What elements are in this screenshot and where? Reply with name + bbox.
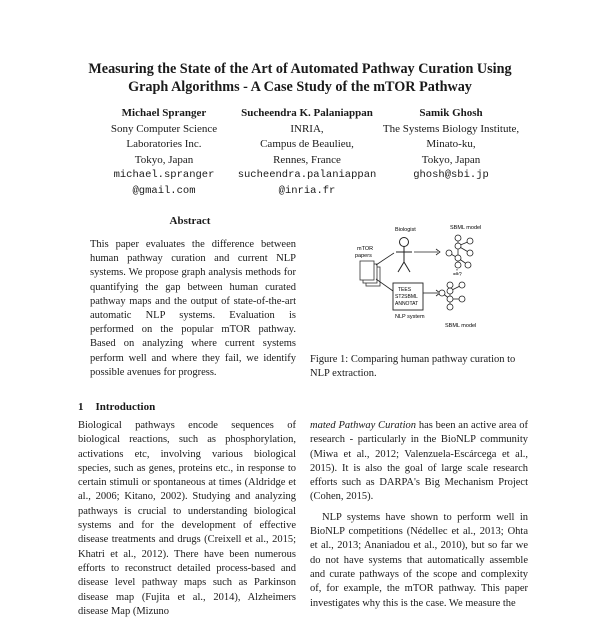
section-title: Introduction <box>95 401 156 413</box>
author-email: sucheendra.palaniappan <box>237 169 377 181</box>
papers-label: mTOR <box>357 246 374 252</box>
sbml-graph-top <box>446 235 473 268</box>
author-affiliation: Campus de Beaulieu, <box>260 138 354 150</box>
author-block-1 <box>84 106 244 199</box>
tool-label: ST2SBML <box>395 294 418 300</box>
author-name: Michael Spranger <box>121 107 207 119</box>
author-affiliation: The Systems Biology Institute, <box>382 122 520 135</box>
biologist-icon <box>396 238 412 273</box>
author-affiliation: INRIA, <box>290 122 324 135</box>
author-email: michael.spranger <box>113 169 215 181</box>
author-block-2 <box>224 106 390 199</box>
nlp-system-label: NLP system <box>395 314 425 320</box>
figure-1-diagram <box>340 213 510 343</box>
sbml-graph-bottom <box>439 282 465 310</box>
author-affiliation: Tokyo, Japan <box>421 153 481 166</box>
abstract-text: This paper evaluates the difference between human pathway curation and current NLP systems. We propose graph analysis methods for quantifying the gap between human curated pathway maps and the output of state-of-the-art automatic NLP systems. Evaluation is performed on the popular mTOR pathway. Based on analyzing where current systems perform well and where they fail, we identify possible avenues for progress. <box>90 239 296 378</box>
figure-caption: Figure 1: Comparing human pathway curation to NLP extraction. <box>310 354 516 379</box>
intro-paragraph: NLP systems have shown to perform well in BioNLP competitions (Nédellec et al., 2013; Ohta et al., 2013; Ananiadou et al., 2010), but so far we do not have systems that automatically assemble and curate pathways of the scope and complexity of, for example, the mTOR pathway. This paper investigates why this is the case. We measure the <box>310 511 528 609</box>
intro-right-column <box>310 419 528 617</box>
paper-title: Measuring the State of the Art of Automated Pathway Curation Using Graph Algorithms - A Case Study of the mTOR Pathway <box>88 61 512 95</box>
author-affiliation: Minato-ku, <box>426 138 476 150</box>
section-number: 1 <box>78 401 84 413</box>
author-name: Samik Ghosh <box>419 107 483 119</box>
author-affiliation: Laboratories Inc. <box>126 138 202 150</box>
biologist-label: Biologist <box>395 227 416 233</box>
abstract-heading: Abstract <box>169 215 211 227</box>
author-name: Sucheendra K. Palaniappan <box>241 107 373 119</box>
author-affiliation: Rennes, France <box>273 153 341 166</box>
intro-paragraph: Biological pathways encode sequences of biological reactions, such as phosphorylation, activations etc, involving various biological species, such as genes, proteins etc., in response to certain stimuli or spontaneous at times (Aldridge et al., 2006; Kitano, 2002). Studying and analyzing pathways is crucial to understanding biological systems and for the development of effective disease treatments and drugs (Creixell et al., 2015; Khatri et al., 2012). There have been numerous efforts to reconstruct detailed process-based and disease level pathway maps such as Parkinson disease map (Fujita et al., 2014), Alzheimers disease Map (Mizuno <box>78 420 296 617</box>
sbml-model-label: SBML model <box>445 323 477 329</box>
emphasis-text: mated Pathway Curation <box>310 420 416 431</box>
author-affiliation: Sony Computer Science <box>110 122 218 135</box>
tool-label: ANNOTAT <box>395 301 419 307</box>
pathway-comparison-diagram <box>340 213 510 343</box>
tool-label: TEES <box>398 287 412 293</box>
section-heading <box>78 401 167 413</box>
intro-left-column <box>78 419 296 619</box>
paragraph-text: has been an active area of research - particularly in the BioNLP community (Miwa et al., 2012; Valenzuela-Escárcega et al., 2015). It is also the goal of large scale research efforts such as DARPA's Big Mechanism Project (Cohen, 2015). <box>310 420 528 503</box>
sbml-model-label: SBML model <box>450 225 482 231</box>
intro-paragraph <box>310 419 528 505</box>
author-email: @inria.fr <box>278 184 336 197</box>
author-email: ghosh@sbi.jp <box>413 169 489 181</box>
author-block-3 <box>374 106 528 184</box>
papers-label: papers <box>355 253 372 259</box>
author-affiliation: Tokyo, Japan <box>134 153 194 166</box>
author-email: @gmail.com <box>132 184 196 197</box>
compare-label: ==? <box>453 272 462 278</box>
